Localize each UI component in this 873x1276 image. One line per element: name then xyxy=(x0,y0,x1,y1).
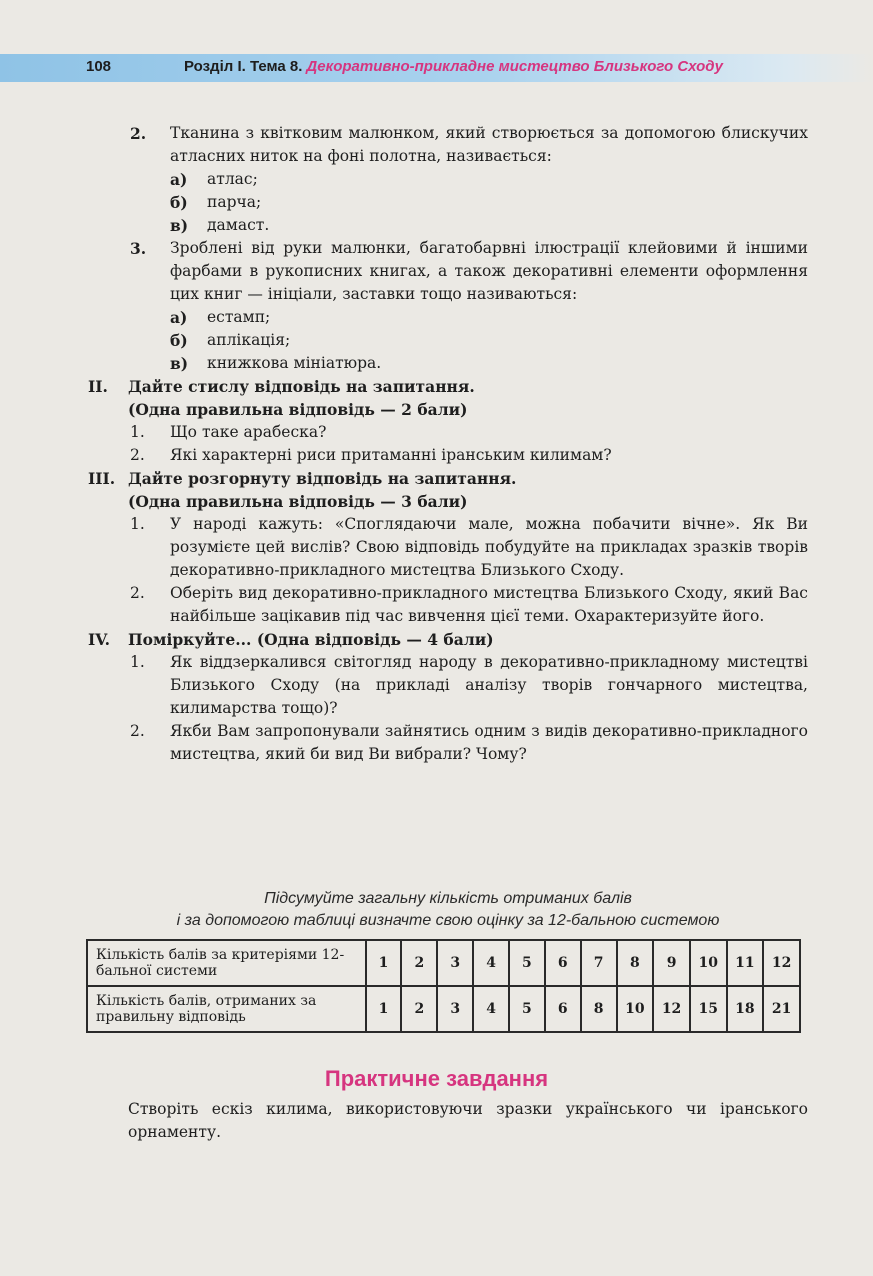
header-section-label: Розділ І. Тема 8. xyxy=(184,58,303,75)
option-label: а) xyxy=(170,170,188,189)
option-label: а) xyxy=(170,308,188,327)
question-number: 2. xyxy=(130,124,147,143)
section-iii-heading xyxy=(88,467,808,513)
section-title: Дайте стислу відповідь на запитання. xyxy=(128,377,475,396)
question-2 xyxy=(88,122,808,168)
section-number: III. xyxy=(88,469,116,488)
item-number: 1. xyxy=(130,423,145,441)
question-text: Тканина з квітковим малюнком, який створюється за допомогою блискучих атласних ниток на фоні полотна, називається: xyxy=(170,124,808,165)
option-text: дамаст. xyxy=(207,216,270,234)
section-number: IV. xyxy=(88,630,110,649)
section-subtitle: (Одна правильна відповідь — 2 бали) xyxy=(128,400,468,419)
option-item xyxy=(88,168,808,191)
table-cell: 2 xyxy=(401,940,437,986)
questions-body xyxy=(88,122,808,766)
item-number: 2. xyxy=(130,722,145,740)
table-cell: 8 xyxy=(581,986,617,1032)
table-cell: 21 xyxy=(763,986,800,1032)
item-number: 2. xyxy=(130,446,145,464)
table-cell: 3 xyxy=(437,986,473,1032)
table-cell: 10 xyxy=(690,940,727,986)
item-number: 2. xyxy=(130,584,145,602)
table-row-label: Кількість балів за критеріями 12-бальної системи xyxy=(87,940,366,986)
practice-text: Створіть ескіз килима, використовуючи зразки українського чи іранського орнаменту. xyxy=(128,1100,808,1141)
section-title: Поміркуйте... (Одна відповідь — 4 бали) xyxy=(128,630,494,649)
table-cell: 15 xyxy=(690,986,727,1032)
table-cell: 5 xyxy=(509,940,545,986)
item-number: 1. xyxy=(130,653,145,671)
table-cell: 11 xyxy=(727,940,764,986)
option-label: в) xyxy=(170,354,189,373)
table-cell: 3 xyxy=(437,940,473,986)
table-cell: 5 xyxy=(509,986,545,1032)
table-cell: 9 xyxy=(653,940,690,986)
item-text: Якби Вам запропонували зайнятись одним з видів декоративно-прикладного мистецтва, який би вид Ви вибрали? Чому? xyxy=(170,722,808,763)
section-subtitle: (Одна правильна відповідь — 3 бали) xyxy=(128,492,468,511)
score-table xyxy=(86,939,801,1033)
option-item xyxy=(88,352,808,375)
section-ii-item-2 xyxy=(88,444,808,467)
option-text: естамп; xyxy=(207,308,271,326)
table-cell: 12 xyxy=(763,940,800,986)
table-cell: 7 xyxy=(581,940,617,986)
table-cell: 18 xyxy=(727,986,764,1032)
item-text: Що таке арабеска? xyxy=(170,423,327,441)
item-text: Як віддзеркалився світогляд народу в декоративно-прикладному мистецтві Близького Сходу (на прикладі аналізу творів гончарного мистецтва, килимарства тощо)? xyxy=(170,653,808,717)
question-number: 3. xyxy=(130,239,147,258)
option-label: б) xyxy=(170,193,188,212)
section-iv-item-2 xyxy=(88,720,808,766)
item-text: У народі кажуть: «Споглядаючи мале, можна побачити вічне». Як Ви розумієте цей вислів? Свою відповідь побудуйте на прикладах зразків творів декоративно-прикладного мистецтва Близького Сходу. xyxy=(170,515,808,579)
option-label: в) xyxy=(170,216,189,235)
table-cell: 8 xyxy=(617,940,654,986)
option-item xyxy=(88,329,808,352)
section-iii-item-2 xyxy=(88,582,808,628)
table-cell: 1 xyxy=(366,940,402,986)
page-header xyxy=(0,54,873,82)
table-row-label: Кількість балів, отриманих за правильну відповідь xyxy=(87,986,366,1032)
table-cell: 10 xyxy=(617,986,654,1032)
summary-line-1: Підсумуйте загальну кількість отриманих балів xyxy=(264,890,632,907)
header-topic: Декоративно-прикладне мистецтво Близького Сходу xyxy=(306,58,723,75)
item-text: Оберіть вид декоративно-прикладного мистецтва Близького Сходу, який Вас найбільше зацікавив під час вивчення цієї теми. Охарактеризуйте його. xyxy=(170,584,808,625)
question-3 xyxy=(88,237,808,306)
section-title: Дайте розгорнуту відповідь на запитання. xyxy=(128,469,517,488)
table-row xyxy=(87,986,800,1032)
header-section xyxy=(184,58,723,75)
table-cell: 4 xyxy=(473,940,509,986)
practice-title: Практичне завдання xyxy=(324,1066,549,1091)
section-iv-item-1 xyxy=(88,651,808,720)
option-item xyxy=(88,306,808,329)
table-cell: 4 xyxy=(473,986,509,1032)
section-ii-heading xyxy=(88,375,808,421)
item-text: Які характерні риси притаманні іранським килимам? xyxy=(170,446,612,464)
section-iv-heading xyxy=(88,628,808,651)
table-cell: 12 xyxy=(653,986,690,1032)
table-cell: 1 xyxy=(366,986,402,1032)
question-text: Зроблені від руки малюнки, багатобарвні ілюстрації клейовими й іншими фарбами в рукописних книгах, а також декоративні елементи оформлення цих книг — ініціали, заставки тощо називаються: xyxy=(170,239,808,303)
summary-instruction xyxy=(88,888,808,932)
option-text: атлас; xyxy=(207,170,258,188)
option-label: б) xyxy=(170,331,188,350)
option-item xyxy=(88,214,808,237)
option-text: книжкова мініатюра. xyxy=(207,354,382,372)
section-number: II. xyxy=(88,377,108,396)
table-cell: 6 xyxy=(545,986,581,1032)
section-iii-item-1 xyxy=(88,513,808,582)
table-cell: 2 xyxy=(401,986,437,1032)
option-item xyxy=(88,191,808,214)
option-text: аплікація; xyxy=(207,331,291,349)
summary-line-2: і за допомогою таблиці визначте свою оцінку за 12-бальною системою xyxy=(176,912,720,929)
table-row xyxy=(87,940,800,986)
page-number: 108 xyxy=(86,58,112,75)
table-cell: 6 xyxy=(545,940,581,986)
option-text: парча; xyxy=(207,193,262,211)
item-number: 1. xyxy=(130,515,145,533)
section-ii-item-1 xyxy=(88,421,808,444)
